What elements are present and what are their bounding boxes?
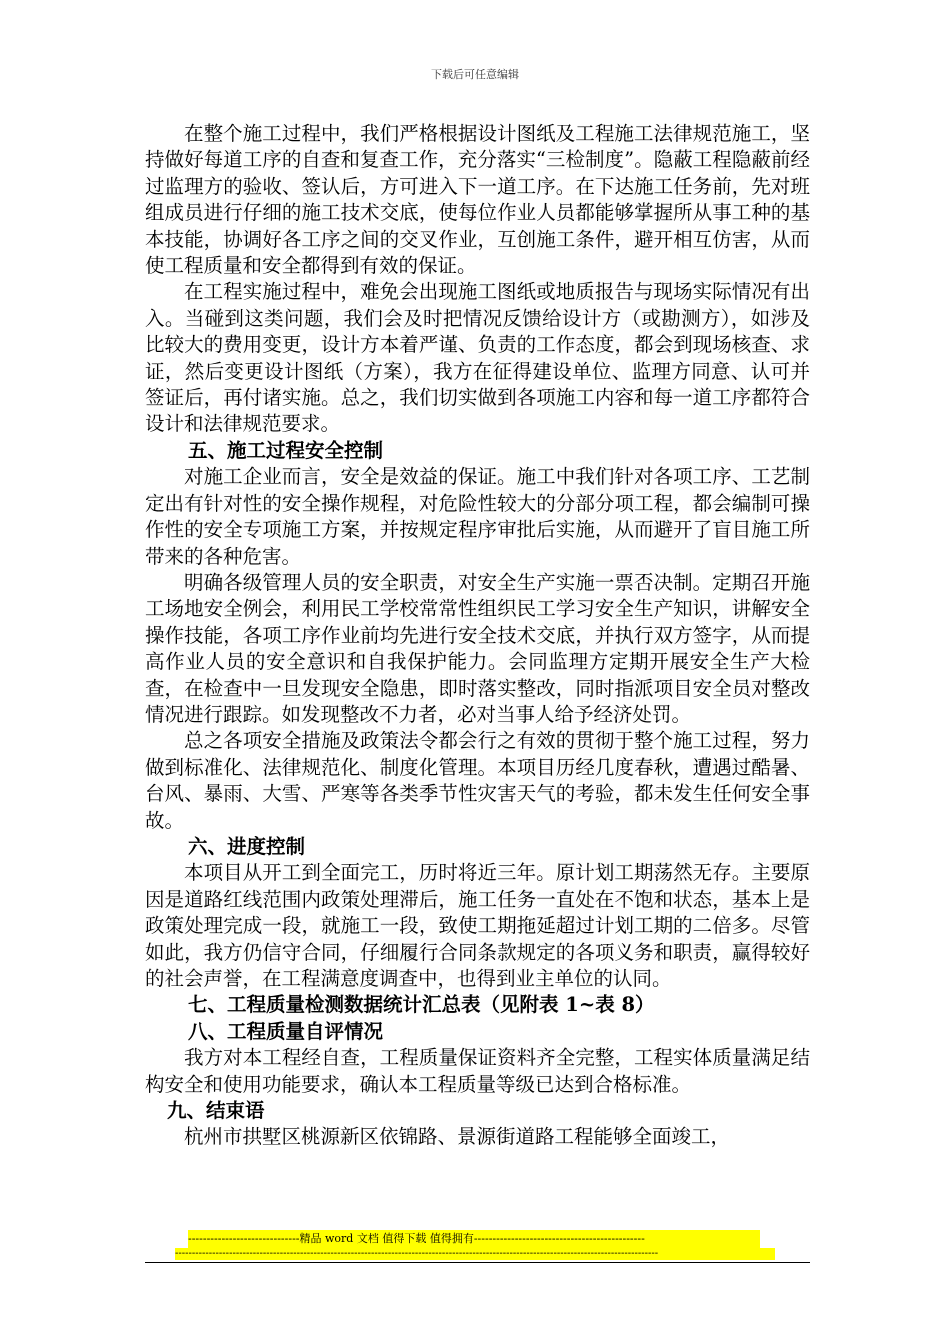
footer-banner: ------------------------------精品 word 文档 值得下载 值得拥有----------------------------------------------: [188, 1230, 760, 1248]
heading-quality-data-table: 七、工程质量检测数据统计汇总表（见附表 1~表 8）: [188, 993, 655, 1017]
heading-quality-self-eval: 八、工程质量自评情况: [188, 1019, 384, 1043]
header-note: 下载后可任意编辑: [431, 68, 519, 81]
heading-schedule-control: 六、进度控制: [188, 834, 306, 858]
paragraph-design-changes: 在工程实施过程中，难免会出现施工图纸或地质报告与现场实际情况有出入。当碰到这类问题，我们会及时把情况反馈给设计方（或勘测方），如涉及比较大的费用变更，设计方本着严谨、负责的工作态度，都会到现场核查、求证，然后变更设计图纸（方案），我方在征得建设单位、监理方同意、认可并签证后，再付诸实施。总之，我们切实做到各项施工内容和每一道工序都符合设计和法律规范要求。: [145, 280, 810, 436]
paragraph-quality-self-eval: 我方对本工程经自查，工程质量保证资料齐全完整，工程实体质量满足结构安全和使用功能要求，确认本工程质量等级已达到合格标准。: [145, 1046, 810, 1096]
document-body: [145, 121, 810, 1151]
heading-safety-control: 五、施工过程安全控制: [188, 438, 384, 462]
footer-rule: [145, 1262, 810, 1263]
paragraph-safety-summary: 总之各项安全措施及政策法令都会行之有效的贯彻于整个施工过程，努力做到标准化、法律规范化、制度化管理。本项目历经几度春秋，遭遇过酷暑、台风、暴雨、大雪、严寒等各类季节性灾害天气的考验，都未发生任何安全事故。: [145, 729, 810, 832]
paragraph-construction-process: 在整个施工过程中，我们严格根据设计图纸及工程施工法律规范施工，坚持做好每道工序的自查和复查工作，充分落实“三检制度”。隐蔽工程隐蔽前经过监理方的验收、签认后，方可进入下一道工序。在下达施工任务前，先对班组成员进行仔细的施工技术交底，使每位作业人员都能够掌握所从事工种的基本技能，协调好各工序之间的交叉作业，互创施工条件，避开相互仿害，从而使工程质量和安全都得到有效的保证。: [145, 122, 810, 278]
paragraph-schedule: 本项目从开工到全面完工，历时将近三年。原计划工期荡然无存。主要原因是道路红线范围内政策处理滞后，施工任务一直处在不饱和状态，基本上是政策处理完成一段，就施工一段，致使工期拖延超过计划工期的二倍多。尽管如此，我方仍信守合同，仔细履行合同条款规定的各项义务和职责，赢得较好的社会声誉，在工程满意度调查中，也得到业主单位的认同。: [145, 861, 810, 990]
paragraph-safety-benefit: 对施工企业而言，安全是效益的保证。施工中我们针对各项工序、工艺制定出有针对性的安全操作规程，对危险性较大的分部分项工程，都会编制可操作性的安全专项施工方案，并按规定程序审批后实施，从而避开了盲目施工所带来的各种危害。: [145, 465, 810, 568]
paragraph-conclusion: 杭州市拱墅区桃源新区依锦路、景源街道路工程能够全面竣工，: [184, 1125, 731, 1149]
footer-dashes: -----------------------------------------------------------------------------------------------------------------------------------------------: [175, 1248, 775, 1260]
heading-conclusion: 九、结束语: [167, 1099, 265, 1123]
paragraph-safety-duties: 明确各级管理人员的安全职责，对安全生产实施一票否决制。定期召开施工场地安全例会，利用民工学校常常性组织民工学习安全生产知识，讲解安全操作技能，各项工序作业前均先进行安全技术交底，并执行双方签字，从而提高作业人员的安全意识和自我保护能力。会同监理方定期开展安全生产大检查，在检查中一旦发现安全隐患，即时落实整改，同时指派项目安全员对整改情况进行跟踪。如发现整改不力者，必对当事人给予经济处罚。: [145, 570, 810, 726]
